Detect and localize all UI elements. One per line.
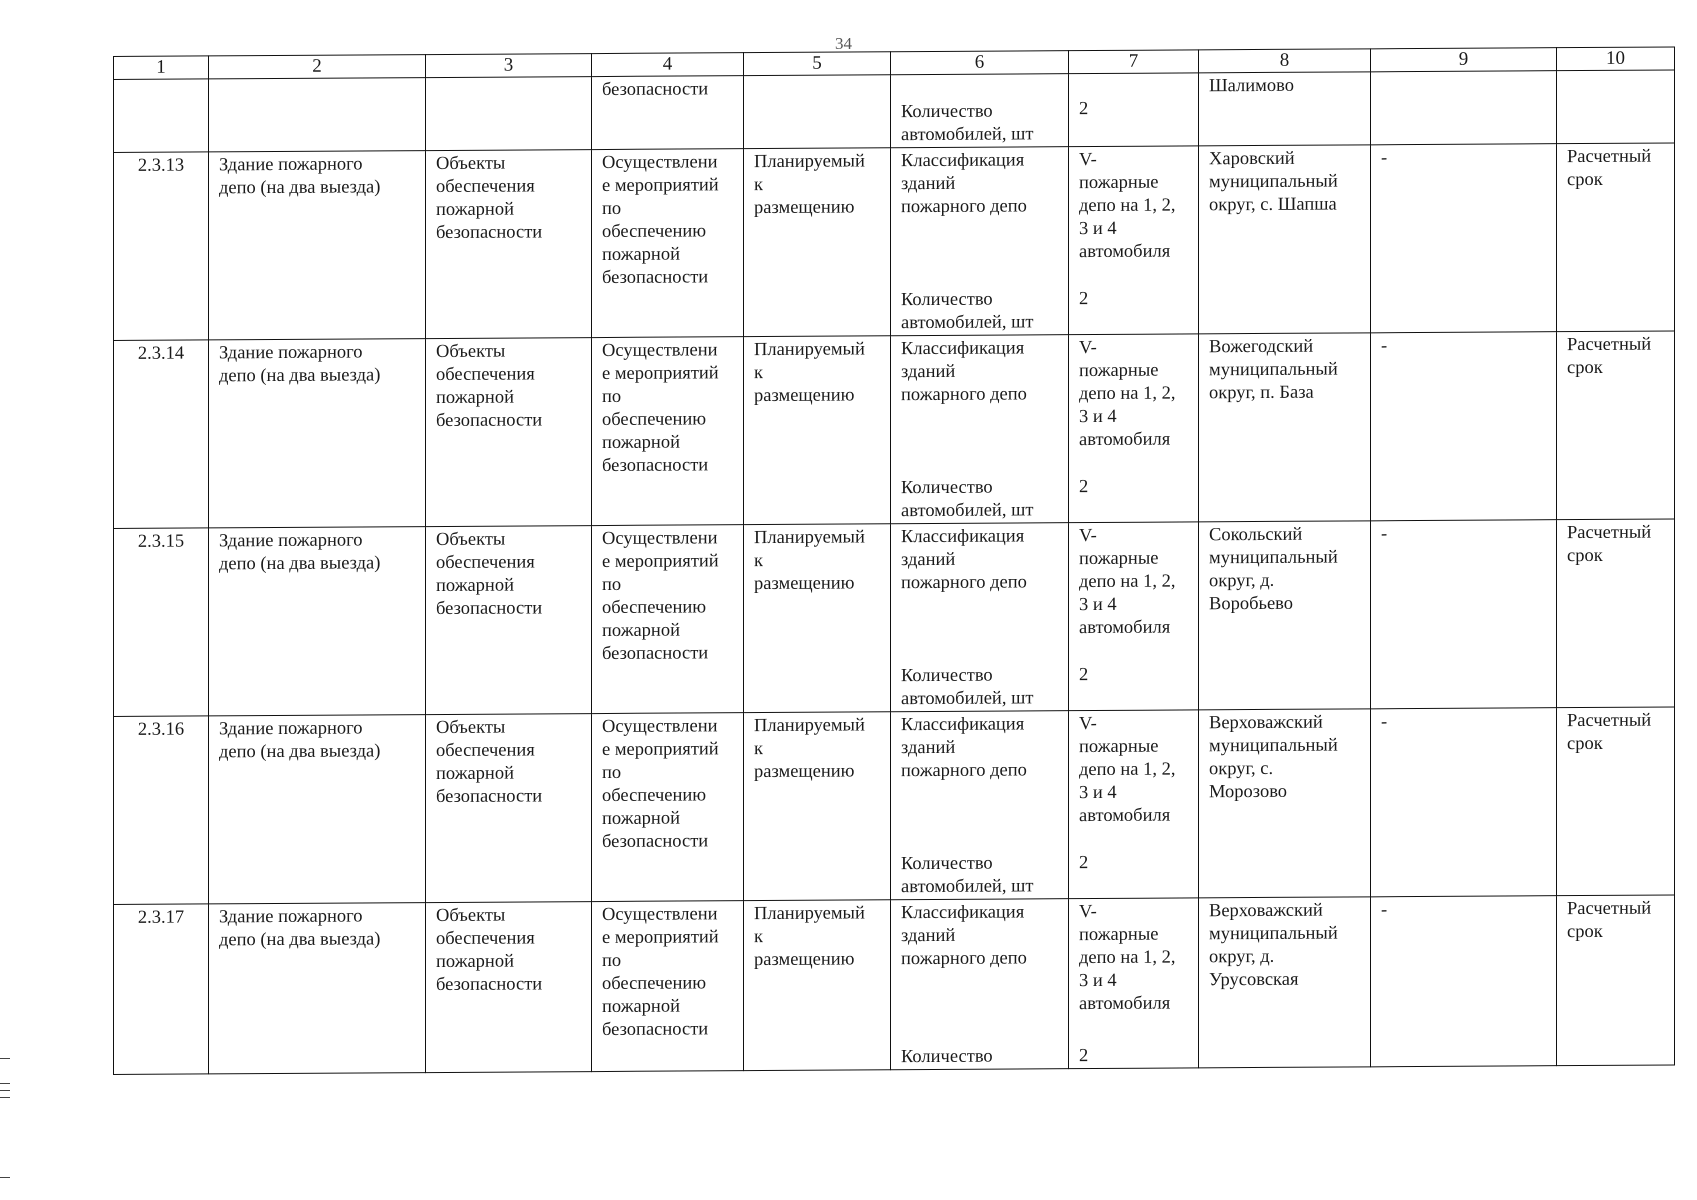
margin-mark [0,1177,10,1178]
text-line: муниципальный [1209,171,1338,193]
text-line: е мероприятий [602,739,719,761]
text-line: округ, п. База [1209,382,1314,404]
table-body [114,47,1675,1075]
text-line: пожарные [1079,924,1159,946]
text-line: обеспечения [436,176,535,198]
margin-mark [0,1090,10,1091]
text-line: округ, с. [1209,758,1274,780]
text-line: размещению [754,573,855,595]
value-classification-text [1079,712,1194,828]
text-line: по [602,950,622,972]
value-classification-text [1079,336,1194,452]
cell-object-type [426,150,592,339]
text-line: зданий [901,737,956,759]
text-line: автомобиля [1079,617,1171,639]
text-line: пожарные [1079,736,1159,758]
cell-value [1069,73,1199,147]
indicator-classification-text [901,713,1064,783]
text-line: безопасности [436,786,543,808]
cell-purpose-continued: безопасности [592,76,744,150]
text-line: зданий [901,361,956,383]
text-line: Осуществлени [602,152,718,174]
text-line: автомобиля [1079,993,1171,1015]
cell-indicator [891,335,1069,524]
page-number: 34 [835,34,852,53]
planning-table [113,46,1675,1075]
text-line: Расчетный [1567,522,1652,544]
cell-indicator [891,711,1069,900]
text-line: V- [1079,901,1097,923]
cell-status [744,712,891,901]
text-line: Расчетный [1567,898,1652,920]
cell-term [1557,707,1675,896]
column-number-3: 3 [426,54,592,78]
cell-location [1199,145,1371,334]
cell-object-name [209,339,426,528]
text-line: Планируемый [754,339,865,361]
cell-zone: - [1371,332,1557,521]
column-number-7: 7 [1069,50,1199,74]
text-line: пожарного депо [901,572,1027,594]
cell-object-name [209,527,426,716]
indicator-count-text [901,1045,1064,1069]
text-line: V- [1079,525,1097,547]
text-line: 2 [1079,665,1089,686]
indicator-count-text [901,288,1064,335]
text-line: срок [1567,921,1603,943]
text-line: Здание пожарного [219,342,363,364]
cell-object-type [426,526,592,715]
text-line: Количество [901,665,993,687]
column-number-6: 6 [891,51,1069,75]
value-classification-text [1079,524,1194,640]
text-line: Объекты [436,153,506,175]
cell-zone: - [1371,520,1557,709]
indicator-classification-text [901,901,1064,971]
text-line: 3 и 4 [1079,970,1117,992]
cell-status [744,336,891,525]
text-line: по [602,574,622,596]
cell-location [1199,333,1371,522]
margin-mark [0,1097,10,1098]
cell-purpose [592,149,744,338]
indicator-count-text [901,852,1064,899]
cell-number: 2.3.16 [114,716,209,905]
text-line: к [754,551,763,572]
text-line: безопасности [602,643,709,665]
text-line: пожарной [436,387,514,409]
text-line: 3 и 4 [1079,594,1117,616]
cell-empty [1371,71,1557,145]
column-number-4: 4 [592,53,744,77]
value-count-text [1079,287,1194,311]
text-line: Воробьево [1209,593,1294,615]
text-line: депо (на два выезда) [219,741,381,763]
cell-purpose [592,901,744,1072]
text-line: размещению [754,197,855,219]
cell-location [1199,521,1371,710]
text-line: депо на 1, 2, [1079,759,1176,781]
cell-indicator [891,74,1069,148]
text-line: Классификация [901,150,1025,172]
text-line: Классификация [901,714,1025,736]
cell-indicator [891,147,1069,336]
cell-purpose [592,713,744,902]
text-line: 2 [1079,289,1089,310]
column-number-5: 5 [744,52,891,76]
cell-status [744,900,891,1071]
text-line: пожарные [1079,172,1159,194]
text-line: Количество [901,289,993,311]
text-line: V- [1079,149,1097,171]
text-line: Объекты [436,341,506,363]
cell-indicator [891,899,1069,1070]
text-line: Количество [901,477,993,499]
text-line: Здание пожарного [219,530,363,552]
text-line: округ, д. [1209,570,1275,592]
text-line: размещению [754,949,855,971]
text-line: муниципальный [1209,359,1338,381]
text-line: Планируемый [754,151,865,173]
indicator-count-text [901,664,1064,711]
text-line: обеспечению [602,785,707,807]
text-line: 3 и 4 [1079,406,1117,428]
text-line: Сокольский [1209,524,1303,546]
text-line: зданий [901,925,956,947]
cell-number: 2.3.15 [114,528,209,717]
text-line: безопасности [436,410,543,432]
table-row [114,519,1675,717]
text-line: пожарной [602,808,680,830]
margin-mark [0,1083,10,1084]
text-line: Урусовская [1209,969,1299,991]
text-line: безопасности [436,222,543,244]
text-line: пожарной [436,575,514,597]
text-line: обеспечению [602,597,707,619]
text-line: V- [1079,337,1097,359]
text-line: Объекты [436,717,506,739]
column-number-10: 10 [1557,47,1675,71]
text-line: по [602,198,622,220]
text-line: пожарные [1079,548,1159,570]
column-number-8: 8 [1199,49,1371,73]
text-line: Планируемый [754,527,865,549]
text-line: Планируемый [754,903,865,925]
text-line: пожарной [602,996,680,1018]
text-line: к [754,927,763,948]
value-count-text [1079,1044,1194,1068]
cell-value [1069,522,1199,711]
text-line: муниципальный [1209,923,1338,945]
cell-term [1557,331,1675,520]
text-line: Здание пожарного [219,906,363,928]
cell-zone: - [1371,144,1557,333]
text-line: Количество [901,101,993,123]
indicator-count-text [901,476,1064,523]
indicator-classification-text [901,525,1064,595]
cell-value [1069,710,1199,899]
text-line: е мероприятий [602,175,719,197]
cell-location: Шалимово [1199,72,1371,146]
text-line: к [754,739,763,760]
text-line: депо (на два выезда) [219,553,381,575]
cell-value [1069,334,1199,523]
cell-empty [426,77,592,151]
text-line: Осуществлени [602,716,718,738]
value-count-text [1079,851,1194,875]
text-line: е мероприятий [602,927,719,949]
column-number-1: 1 [114,56,209,80]
cell-empty [1557,70,1675,144]
cell-status [744,148,891,337]
text-line: зданий [901,173,956,195]
table-row [114,331,1675,529]
text-line: Расчетный [1567,146,1652,168]
text-line: пожарного депо [901,196,1027,218]
table-row [114,143,1675,341]
cell-number: 2.3.17 [114,904,209,1075]
text-line: к [754,175,763,196]
cell-term [1557,143,1675,332]
column-number-9: 9 [1371,48,1557,72]
text-line: 3 и 4 [1079,218,1117,240]
text-line: депо на 1, 2, [1079,571,1176,593]
text-line: муниципальный [1209,735,1338,757]
text-line: автомобилей, шт [901,688,1034,710]
text-line: безопасности [436,974,543,996]
cell-status [744,524,891,713]
value-count-text: 2 [1079,99,1089,120]
text-line: обеспечению [602,973,707,995]
table-row [114,895,1675,1075]
text-line: безопасности [602,455,709,477]
text-line: Расчетный [1567,334,1652,356]
text-line: пожарной [436,951,514,973]
cell-purpose [592,337,744,526]
continuation-row [114,70,1675,153]
indicator-classification-text [901,337,1064,407]
cell-number: 2.3.14 [114,340,209,529]
text-line: Вожегодский [1209,336,1314,358]
cell-object-type [426,902,592,1073]
text-line: срок [1567,357,1603,379]
text-line: е мероприятий [602,363,719,385]
text-line: по [602,762,622,784]
text-line: обеспечению [602,409,707,431]
text-line: округ, с. Шапша [1209,194,1337,216]
text-line: размещению [754,761,855,783]
cell-object-name [209,151,426,340]
cell-zone: - [1371,708,1557,897]
text-line: пожарные [1079,360,1159,382]
cell-empty [744,75,891,149]
cell-object-name [209,903,426,1074]
text-line: V- [1079,713,1097,735]
text-line: срок [1567,169,1603,191]
indicator-count-text [901,100,1064,147]
cell-purpose [592,525,744,714]
table-row [114,707,1675,905]
value-classification-text [1079,900,1194,1016]
cell-location [1199,709,1371,898]
text-line: пожарной [602,620,680,642]
text-line: Верховажский [1209,712,1323,734]
text-line: размещению [754,385,855,407]
text-line: депо (на два выезда) [219,177,381,199]
text-line: автомобилей, шт [901,312,1034,334]
text-line: автомобиля [1079,805,1171,827]
cell-object-type [426,714,592,903]
text-line: пожарной [436,199,514,221]
text-line: депо (на два выезда) [219,365,381,387]
text-line: обеспечения [436,364,535,386]
text-line: 2 [1079,853,1089,874]
text-line: к [754,363,763,384]
text-line: Классификация [901,338,1025,360]
cell-zone: - [1371,896,1557,1067]
cell-value [1069,898,1199,1069]
text-line: Количество [901,853,993,875]
text-line: безопасности [602,267,709,289]
text-line: обеспечения [436,928,535,950]
text-line: безопасности [602,1019,709,1041]
value-classification-text [1079,148,1194,264]
text-line: автомобилей, шт [901,500,1034,522]
cell-location [1199,897,1371,1068]
text-line: по [602,386,622,408]
text-line: Харовский [1209,148,1295,170]
cell-term [1557,519,1675,708]
text-line: Количество [901,1046,993,1068]
value-count-text [1079,663,1194,687]
text-line: 2 [1079,1046,1089,1067]
text-line: обеспечению [602,221,707,243]
text-line: Объекты [436,529,506,551]
cell-object-name [209,715,426,904]
text-line: Верховажский [1209,900,1323,922]
text-line: Классификация [901,902,1025,924]
text-line: Классификация [901,526,1025,548]
cell-value [1069,146,1199,335]
column-number-2: 2 [209,55,426,79]
text-line: депо на 1, 2, [1079,195,1176,217]
text-line: 2 [1079,477,1089,498]
text-line: зданий [901,549,956,571]
text-line: Осуществлени [602,528,718,550]
text-line: пожарной [436,763,514,785]
cell-number: 2.3.13 [114,152,209,341]
cell-empty [209,78,426,152]
text-line: Объекты [436,905,506,927]
text-line: Здание пожарного [219,154,363,176]
text-line: срок [1567,733,1603,755]
text-line: пожарного депо [901,948,1027,970]
text-line: безопасности [602,831,709,853]
text-line: 3 и 4 [1079,782,1117,804]
text-line: муниципальный [1209,547,1338,569]
text-line: срок [1567,545,1603,567]
value-count-text [1079,475,1194,499]
text-line: автомобилей, шт [901,876,1034,898]
indicator-classification-text [901,149,1064,219]
cell-term [1557,895,1675,1066]
text-line: обеспечения [436,740,535,762]
cell-empty [114,79,209,153]
text-line: Расчетный [1567,710,1652,732]
text-line: автомобилей, шт [901,124,1034,146]
text-line: депо на 1, 2, [1079,383,1176,405]
text-line: е мероприятий [602,551,719,573]
text-line: Осуществлени [602,340,718,362]
text-line: Здание пожарного [219,718,363,740]
text-line: депо (на два выезда) [219,929,381,951]
text-line: Планируемый [754,715,865,737]
text-line: автомобиля [1079,429,1171,451]
text-line: Морозово [1209,781,1288,803]
text-line: безопасности [436,598,543,620]
text-line: пожарной [602,432,680,454]
text-line: пожарного депо [901,384,1027,406]
cell-indicator [891,523,1069,712]
margin-mark [0,1058,10,1059]
text-line: пожарного депо [901,760,1027,782]
text-line: депо на 1, 2, [1079,947,1176,969]
text-line: Осуществлени [602,904,718,926]
text-line: пожарной [602,244,680,266]
text-line: обеспечения [436,552,535,574]
text-line: автомобиля [1079,241,1171,263]
cell-object-type [426,338,592,527]
text-line: округ, д. [1209,946,1275,968]
